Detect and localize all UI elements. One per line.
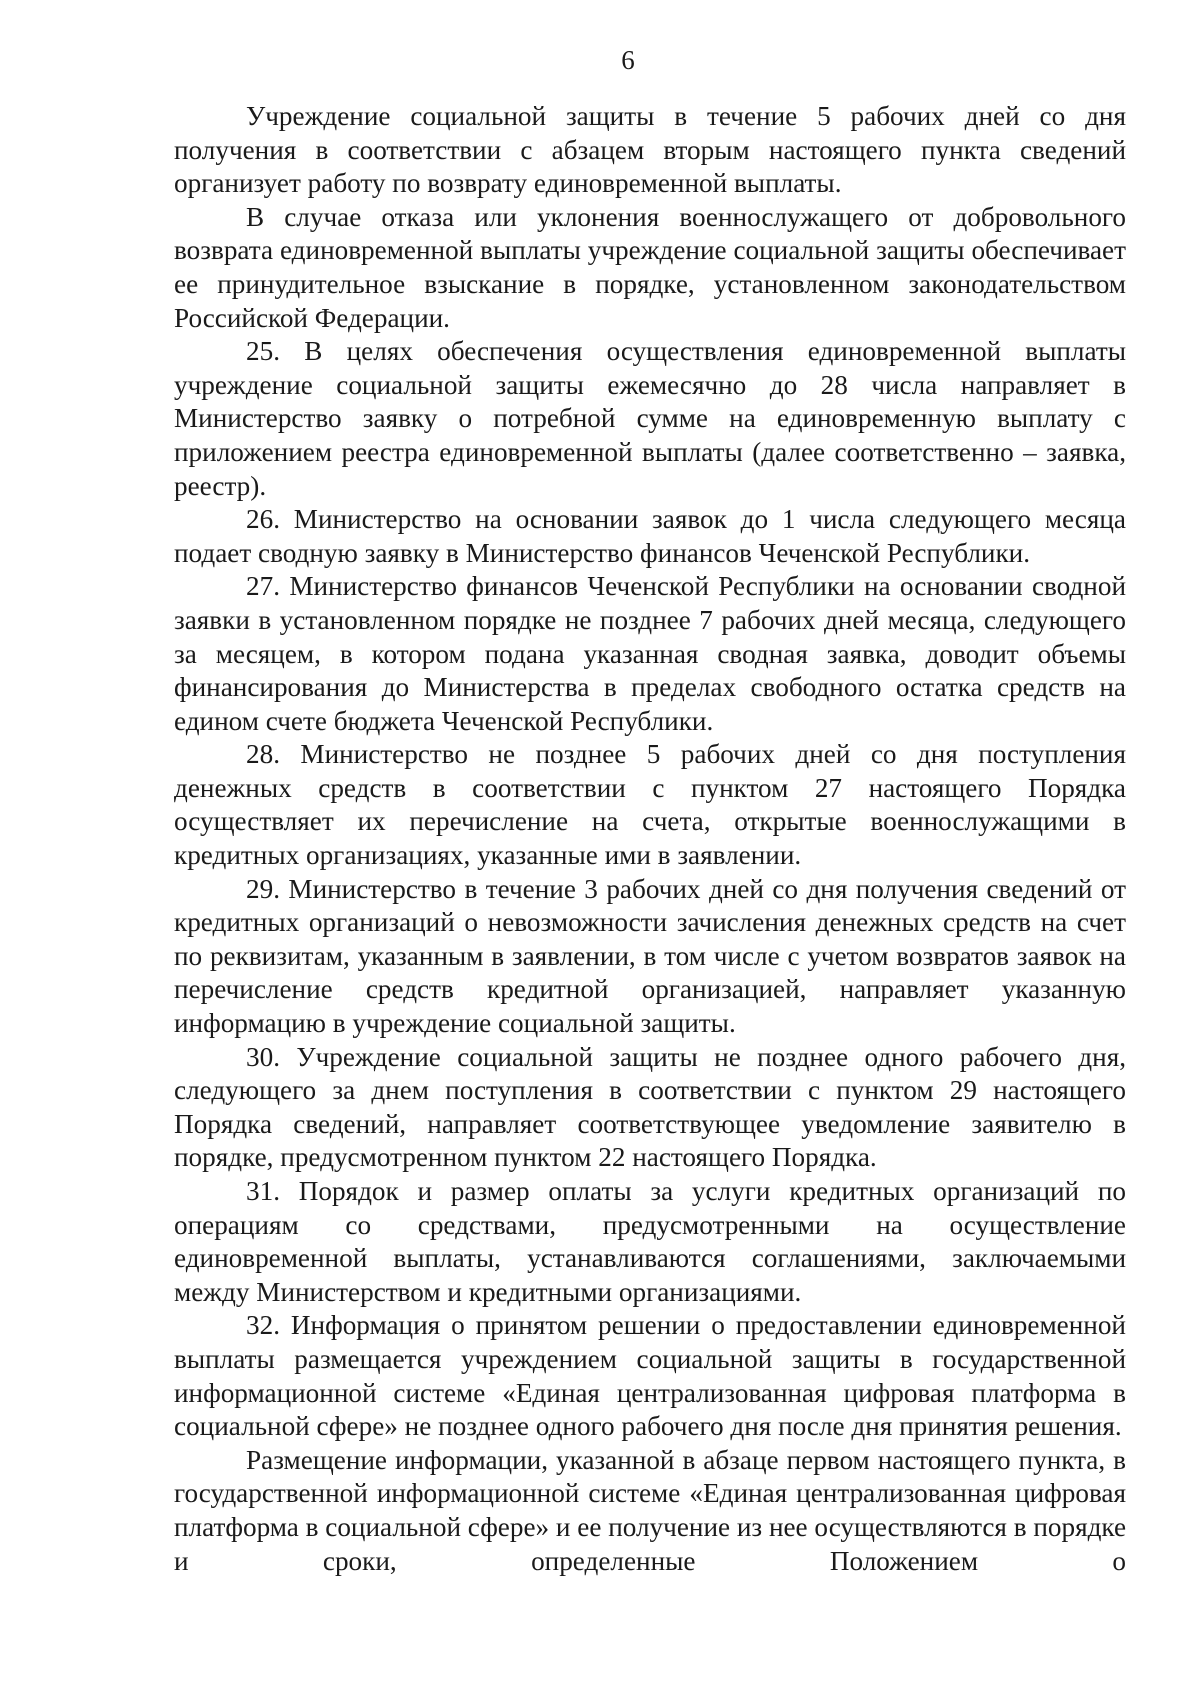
paragraph-28: 28. Министерство не позднее 5 рабочих дней со дня поступления денежных средств в соответствии с пунктом 27 настоящего Порядка осуществляет их перечисление на счета, открытые военнослужащими в кредитных организациях, указанные ими в заявлении. (174, 739, 1126, 871)
paragraph-25: 25. В целях обеспечения осуществления единовременной выплаты учреждение социальной защиты ежемесячно до 28 числа направляет в Министерство заявку о потребной сумме на единовременную выплату с приложением реестра единовременной выплаты (далее соответственно – заявка, реестр). (174, 336, 1126, 501)
paragraph-27: 27. Министерство финансов Чеченской Республики на основании сводной заявки в установленном порядке не позднее 7 рабочих дней месяца, следующего за месяцем, в котором подана указанная сводная заявка, доводит объемы финансирования до Министерства в пределах свободного остатка средств на едином счете бюджета Чеченской Республики. (174, 571, 1126, 736)
page-number: 6 (621, 45, 635, 75)
paragraph-29: 29. Министерство в течение 3 рабочих дней со дня получения сведений от кредитных организаций о невозможности зачисления денежных средств на счет по реквизитам, указанным в заявлении, в том числе с учетом возвратов заявок на перечисление средств кредитной организацией, направляет указанную информацию в учреждение социальной защиты. (174, 873, 1126, 1039)
paragraph-26: 26. Министерство на основании заявок до 1 числа следующего месяца подает сводную заявку в Министерство финансов Чеченской Республики. (174, 504, 1126, 568)
document-body (174, 100, 1126, 1578)
paragraph-forced-recovery: В случае отказа или уклонения военнослужащего от добровольного возврата единовременной выплаты учреждение социальной защиты обеспечивает ее принудительное взыскание в порядке, установленном законодательством Российской Федерации. (174, 201, 1126, 333)
paragraph-social-protection-return: Учреждение социальной защиты в течение 5 рабочих дней со дня получения в соответствии с абзацем вторым настоящего пункта сведений организует работу по возврату единовременной выплаты. (174, 101, 1126, 199)
paragraph-32: 32. Информация о принятом решении о предоставлении единовременной выплаты размещается учреждением социальной защиты в государственной информационной системе «Единая централизованная цифровая платформа в социальной сфере» не позднее одного рабочего дня после дня принятия решения. (174, 1310, 1126, 1442)
paragraph-31: 31. Порядок и размер оплаты за услуги кредитных организаций по операциям со средствами, предусмотренными на осуществление единовременной выплаты, устанавливаются соглашениями, заключаемыми между Министерством и кредитными организациями. (174, 1176, 1126, 1307)
paragraph-30: 30. Учреждение социальной защиты не позднее одного рабочего дня, следующего за днем поступления в соответствии с пунктом 29 настоящего Порядка сведений, направляет соответствующее уведомление заявителю в порядке, предусмотренном пунктом 22 настоящего Порядка. (174, 1041, 1126, 1173)
paragraph-32-placement: Размещение информации, указанной в абзаце первом настоящего пункта, в государственной информационной системе «Единая централизованная цифровая платформа в социальной сфере» и ее получение из нее осуществляются в порядке и сроки, определенные Положением о (174, 1444, 1127, 1576)
